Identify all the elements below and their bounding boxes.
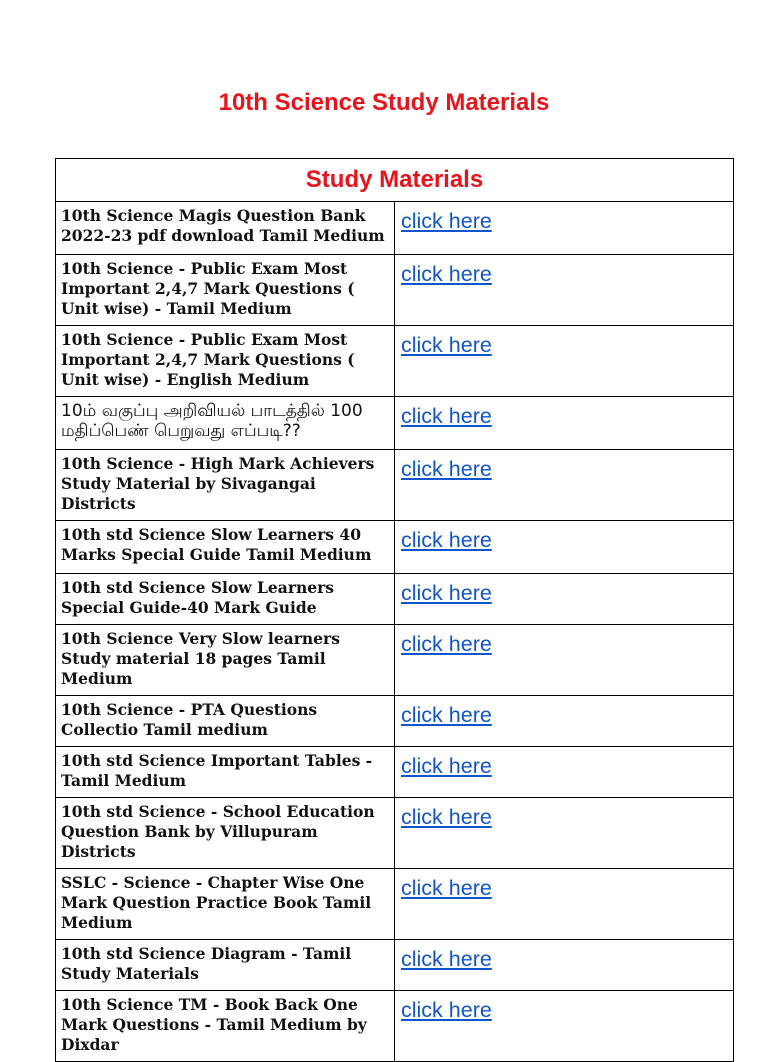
link-cell [395,869,734,940]
material-description: 10th Science TM - Book Back One Mark Questions - Tamil Medium by Dixdar [56,991,395,1062]
page-title: 10th Science Study Materials [218,89,550,116]
click-here-link[interactable]: click here [401,947,492,971]
material-description: 10th std Science Diagram - Tamil Study Materials [56,940,395,991]
click-here-link[interactable]: click here [401,404,492,428]
material-description: 10th Science - Public Exam Most Important 2,4,7 Mark Questions ( Unit wise) - Tamil Medium [56,255,395,326]
link-cell [395,450,734,521]
click-here-link[interactable]: click here [401,262,492,286]
table-row [56,450,734,521]
table-row [56,869,734,940]
table-row [56,940,734,991]
link-cell [395,696,734,747]
table-row [56,255,734,326]
table-row [56,521,734,574]
material-description: 10th Science - Public Exam Most Important 2,4,7 Mark Questions ( Unit wise) - English Medium [56,326,395,397]
link-cell [395,326,734,397]
material-description: 10th std Science - School Education Question Bank by Villupuram Districts [56,798,395,869]
click-here-link[interactable]: click here [401,805,492,829]
material-description: 10th std Science Important Tables - Tamil Medium [56,747,395,798]
study-materials-table [55,158,734,1062]
material-description: 10th Science Magis Question Bank 2022-23 pdf download Tamil Medium [56,202,395,255]
material-description: 10th Science Very Slow learners Study material 18 pages Tamil Medium [56,625,395,696]
link-cell [395,397,734,450]
click-here-link[interactable]: click here [401,754,492,778]
link-cell [395,991,734,1062]
table-row [56,574,734,625]
link-cell [395,940,734,991]
material-description: 10th Science - PTA Questions Collectio Tamil medium [56,696,395,747]
material-description: 10th std Science Slow Learners Special Guide-40 Mark Guide [56,574,395,625]
table-heading-row [56,159,734,202]
link-cell [395,798,734,869]
link-cell [395,625,734,696]
click-here-link[interactable]: click here [401,581,492,605]
click-here-link[interactable]: click here [401,528,492,552]
table-row [56,625,734,696]
link-cell [395,574,734,625]
table-row [56,991,734,1062]
table-row [56,326,734,397]
table-heading: Study Materials [56,159,734,202]
click-here-link[interactable]: click here [401,998,492,1022]
table-row [56,747,734,798]
table-row [56,202,734,255]
material-description: 10th Science - High Mark Achievers Study Material by Sivagangai Districts [56,450,395,521]
click-here-link[interactable]: click here [401,209,492,233]
material-description: 10th std Science Slow Learners 40 Marks Special Guide Tamil Medium [56,521,395,574]
link-cell [395,521,734,574]
click-here-link[interactable]: click here [401,632,492,656]
click-here-link[interactable]: click here [401,876,492,900]
link-cell [395,202,734,255]
material-description: 10ம் வகுப்பு அறிவியல் பாடத்தில் 100 மதிப்பெண் பெறுவது எப்படி?? [56,397,395,450]
click-here-link[interactable]: click here [401,457,492,481]
click-here-link[interactable]: click here [401,703,492,727]
table-row [56,798,734,869]
table-row [56,397,734,450]
link-cell [395,255,734,326]
click-here-link[interactable]: click here [401,333,492,357]
link-cell [395,747,734,798]
material-description: SSLC - Science - Chapter Wise One Mark Question Practice Book Tamil Medium [56,869,395,940]
table-row [56,696,734,747]
